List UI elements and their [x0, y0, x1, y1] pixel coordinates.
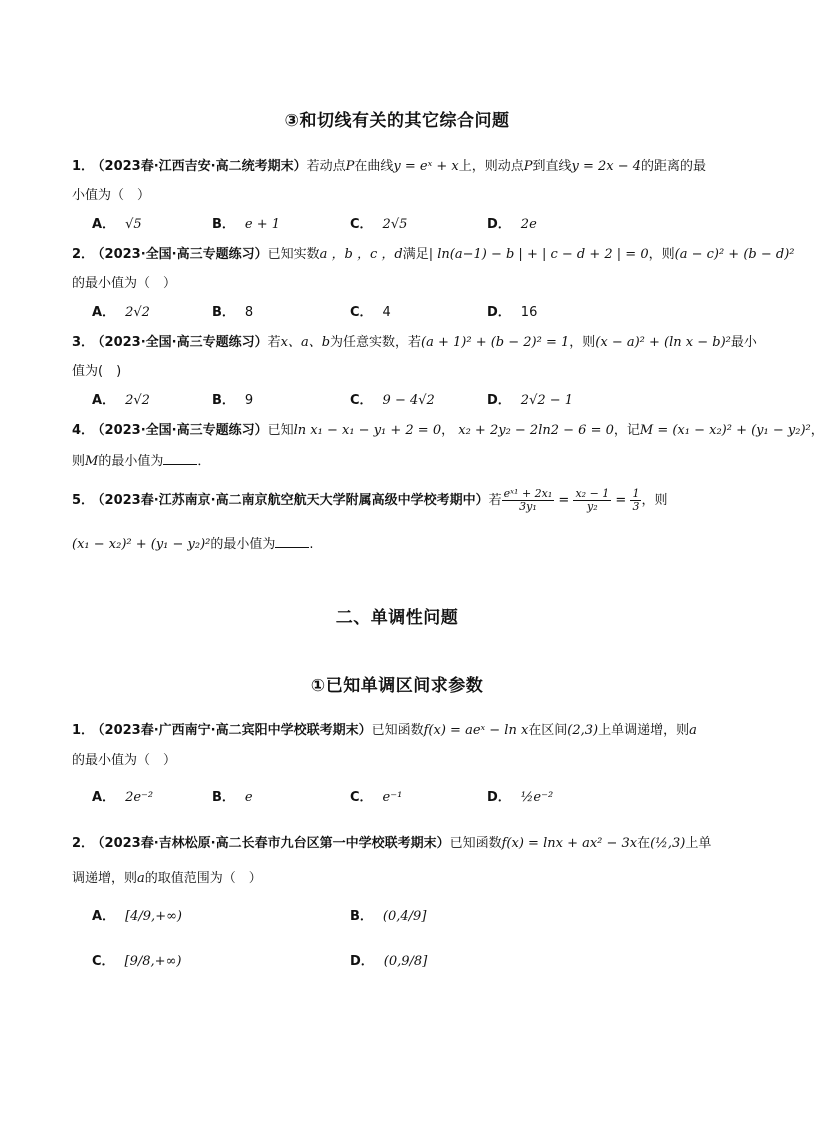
fraction-3: $\frac{1}{3}$ — [632, 487, 640, 513]
math-var: P — [523, 159, 533, 174]
fraction-1: $\frac{\text{eˣ¹ + 2x₁}}{\text{3y₁}}$ — [503, 487, 553, 513]
option-d[interactable]: D． 2√2 − 1 — [487, 393, 574, 408]
question-text: 最小 — [730, 335, 757, 350]
question-text: ，则 — [648, 247, 675, 262]
math-expression: (x − a)² + (ln x − b)² — [595, 335, 731, 350]
question-text: 为任意实数，若 — [330, 335, 422, 350]
question-text: 已知实数 — [267, 247, 320, 262]
question-text: 到直线 — [532, 159, 572, 174]
question-number: 2． — [72, 836, 95, 851]
option-d[interactable]: D． (0,9/8] — [350, 954, 428, 969]
option-b[interactable]: B． e + 1 — [212, 217, 281, 232]
question-text: 已知函数 — [371, 723, 424, 738]
question-text: ，记 — [613, 423, 640, 438]
math-expression: (a − c)² + (b − d)² — [674, 247, 795, 262]
question-source: （2023·全国·高三专题练习） — [98, 247, 268, 262]
question-number: 4． — [72, 423, 95, 438]
problem-1-line-2: 的最小值为（ ） — [72, 753, 177, 768]
question-1-line-2: 小值为（ ） — [72, 188, 151, 203]
question-text: 上单 — [685, 836, 712, 851]
math-vars: a ，b ，c ，d — [319, 247, 403, 262]
problem-2-line-1 — [72, 835, 732, 853]
option-c[interactable]: C． 9 − 4√2 — [350, 393, 435, 408]
question-5-line-2: (x₁ − x₂)² + (y₁ − y₂)²的最小值为 . — [72, 537, 314, 552]
question-text: ，则 — [641, 493, 668, 508]
answer-blank[interactable] — [275, 535, 309, 548]
fraction-2: $\frac{\text{x₂ − 1}}{\text{y₂}}$ — [575, 487, 610, 513]
math-function: f(x) = aeˣ − ln x — [423, 723, 529, 738]
math-vars: x、a、b — [280, 335, 331, 350]
question-source: （2023·全国·高三专题练习） — [98, 335, 268, 350]
question-text: 上单调递增，则 — [598, 723, 690, 738]
option-b[interactable]: B． e — [212, 790, 253, 805]
question-text: 在曲线 — [354, 159, 394, 174]
question-text: 已知函数 — [449, 836, 502, 851]
option-c[interactable]: C． 2√5 — [350, 217, 408, 232]
question-number: 2． — [72, 247, 95, 262]
math-equation-2: x₂ + 2y₂ − 2ln2 − 6 = 0 — [458, 423, 614, 438]
question-3-line-1 — [72, 334, 757, 352]
part-title-monotonicity: 二、单调性问题 — [335, 608, 459, 628]
question-text: 若动点 — [306, 159, 346, 174]
option-a[interactable]: A． [4/9,+∞) — [92, 909, 182, 924]
option-c[interactable]: C． [9/8,+∞) — [92, 954, 182, 969]
question-number: 1． — [72, 159, 95, 174]
question-source: （2023春·江苏南京·高二南京航空航天大学附属高级中学校考期中） — [98, 493, 489, 508]
question-number: 3． — [72, 335, 95, 350]
math-interval: (2,3) — [567, 723, 599, 738]
math-var: P — [345, 159, 355, 174]
math-line: y = 2x − 4 — [571, 159, 642, 174]
problem-1-line-1 — [72, 722, 732, 740]
math-interval: (½,3) — [650, 836, 686, 851]
problem-2-line-2: 调递增，则a的取值范围为（ ） — [72, 871, 262, 886]
question-number: 1． — [72, 723, 95, 738]
question-text: 若 — [267, 335, 281, 350]
question-text: 在区间 — [528, 723, 568, 738]
math-curve: y = eˣ + x — [393, 159, 459, 174]
math-equation-1: ln x₁ − x₁ − y₁ + 2 = 0 — [293, 423, 442, 438]
math-condition: (a + 1)² + (b − 2)² = 1 — [421, 335, 570, 350]
option-b[interactable]: B． (0,4/9] — [350, 909, 427, 924]
question-2-line-1 — [72, 246, 795, 264]
option-a[interactable]: A． 2e⁻² — [92, 790, 154, 805]
question-text: 在 — [637, 836, 651, 851]
question-1-line-1 — [72, 158, 732, 176]
option-d[interactable]: D． 16 — [487, 305, 538, 320]
section-title-tangent: ③和切线有关的其它综合问题 — [284, 111, 510, 131]
question-4-line-1: 4． （2023·全国·高三专题练习）已知ln x₁ − x₁ − y₁ + 2 = 0， x₂ + 2y₂ − 2ln2 − 6 = 0，记M = (x₁ − x₂)² + (y₁ − y₂)²， — [72, 423, 824, 438]
question-text: 已知 — [267, 423, 294, 438]
option-b[interactable]: B． 9 — [212, 393, 254, 408]
option-c[interactable]: C． e⁻¹ — [350, 790, 403, 805]
question-text: 上，则动点 — [458, 159, 524, 174]
option-d[interactable]: D． ½e⁻² — [487, 790, 554, 805]
question-5-line-1: 5． （2023春·江苏南京·高二南京航空航天大学附属高级中学校考期中）若 $\frac{\text{eˣ¹ + 2x₁}}{\text{3y₁}}$ = $\frac{\text{x₂ − 1}}{\text{y₂}}$ = $\frac{1}{3}$ ，则 — [72, 487, 668, 513]
question-source: （2023春·江西吉安·高二统考期末） — [98, 159, 307, 174]
option-b[interactable]: B． 8 — [212, 305, 254, 320]
question-source: （2023·全国·高三专题练习） — [98, 423, 268, 438]
question-2-line-2: 的最小值为（ ） — [72, 276, 177, 291]
math-var: a — [689, 723, 697, 738]
section-title-known-interval: ①已知单调区间求参数 — [310, 676, 484, 696]
option-a[interactable]: A． 2√2 — [92, 305, 150, 320]
question-text: 的距离的最 — [641, 159, 707, 174]
option-a[interactable]: A． 2√2 — [92, 393, 150, 408]
question-text: 若 — [488, 493, 502, 508]
question-text: ，则 — [569, 335, 596, 350]
math-condition: | ln(a−1) − b | + | c − d + 2 | = 0 — [428, 247, 649, 262]
option-c[interactable]: C． 4 — [350, 305, 391, 320]
question-source: （2023春·广西南宁·高二宾阳中学校联考期末） — [98, 723, 372, 738]
question-number: 5． — [72, 493, 95, 508]
question-source: （2023春·吉林松原·高二长春市九台区第一中学校联考期末） — [98, 836, 450, 851]
option-d[interactable]: D． 2e — [487, 217, 537, 232]
option-a[interactable]: A． √5 — [92, 217, 142, 232]
question-3-line-2: 值为( ) — [72, 364, 122, 379]
question-4-line-2: 则M的最小值为 ． — [72, 454, 211, 469]
math-definition: M = (x₁ − x₂)² + (y₁ − y₂)² — [639, 423, 811, 438]
math-function: f(x) = lnx + ax² − 3x — [501, 836, 638, 851]
answer-blank[interactable] — [163, 452, 197, 465]
question-text: 满足 — [402, 247, 429, 262]
